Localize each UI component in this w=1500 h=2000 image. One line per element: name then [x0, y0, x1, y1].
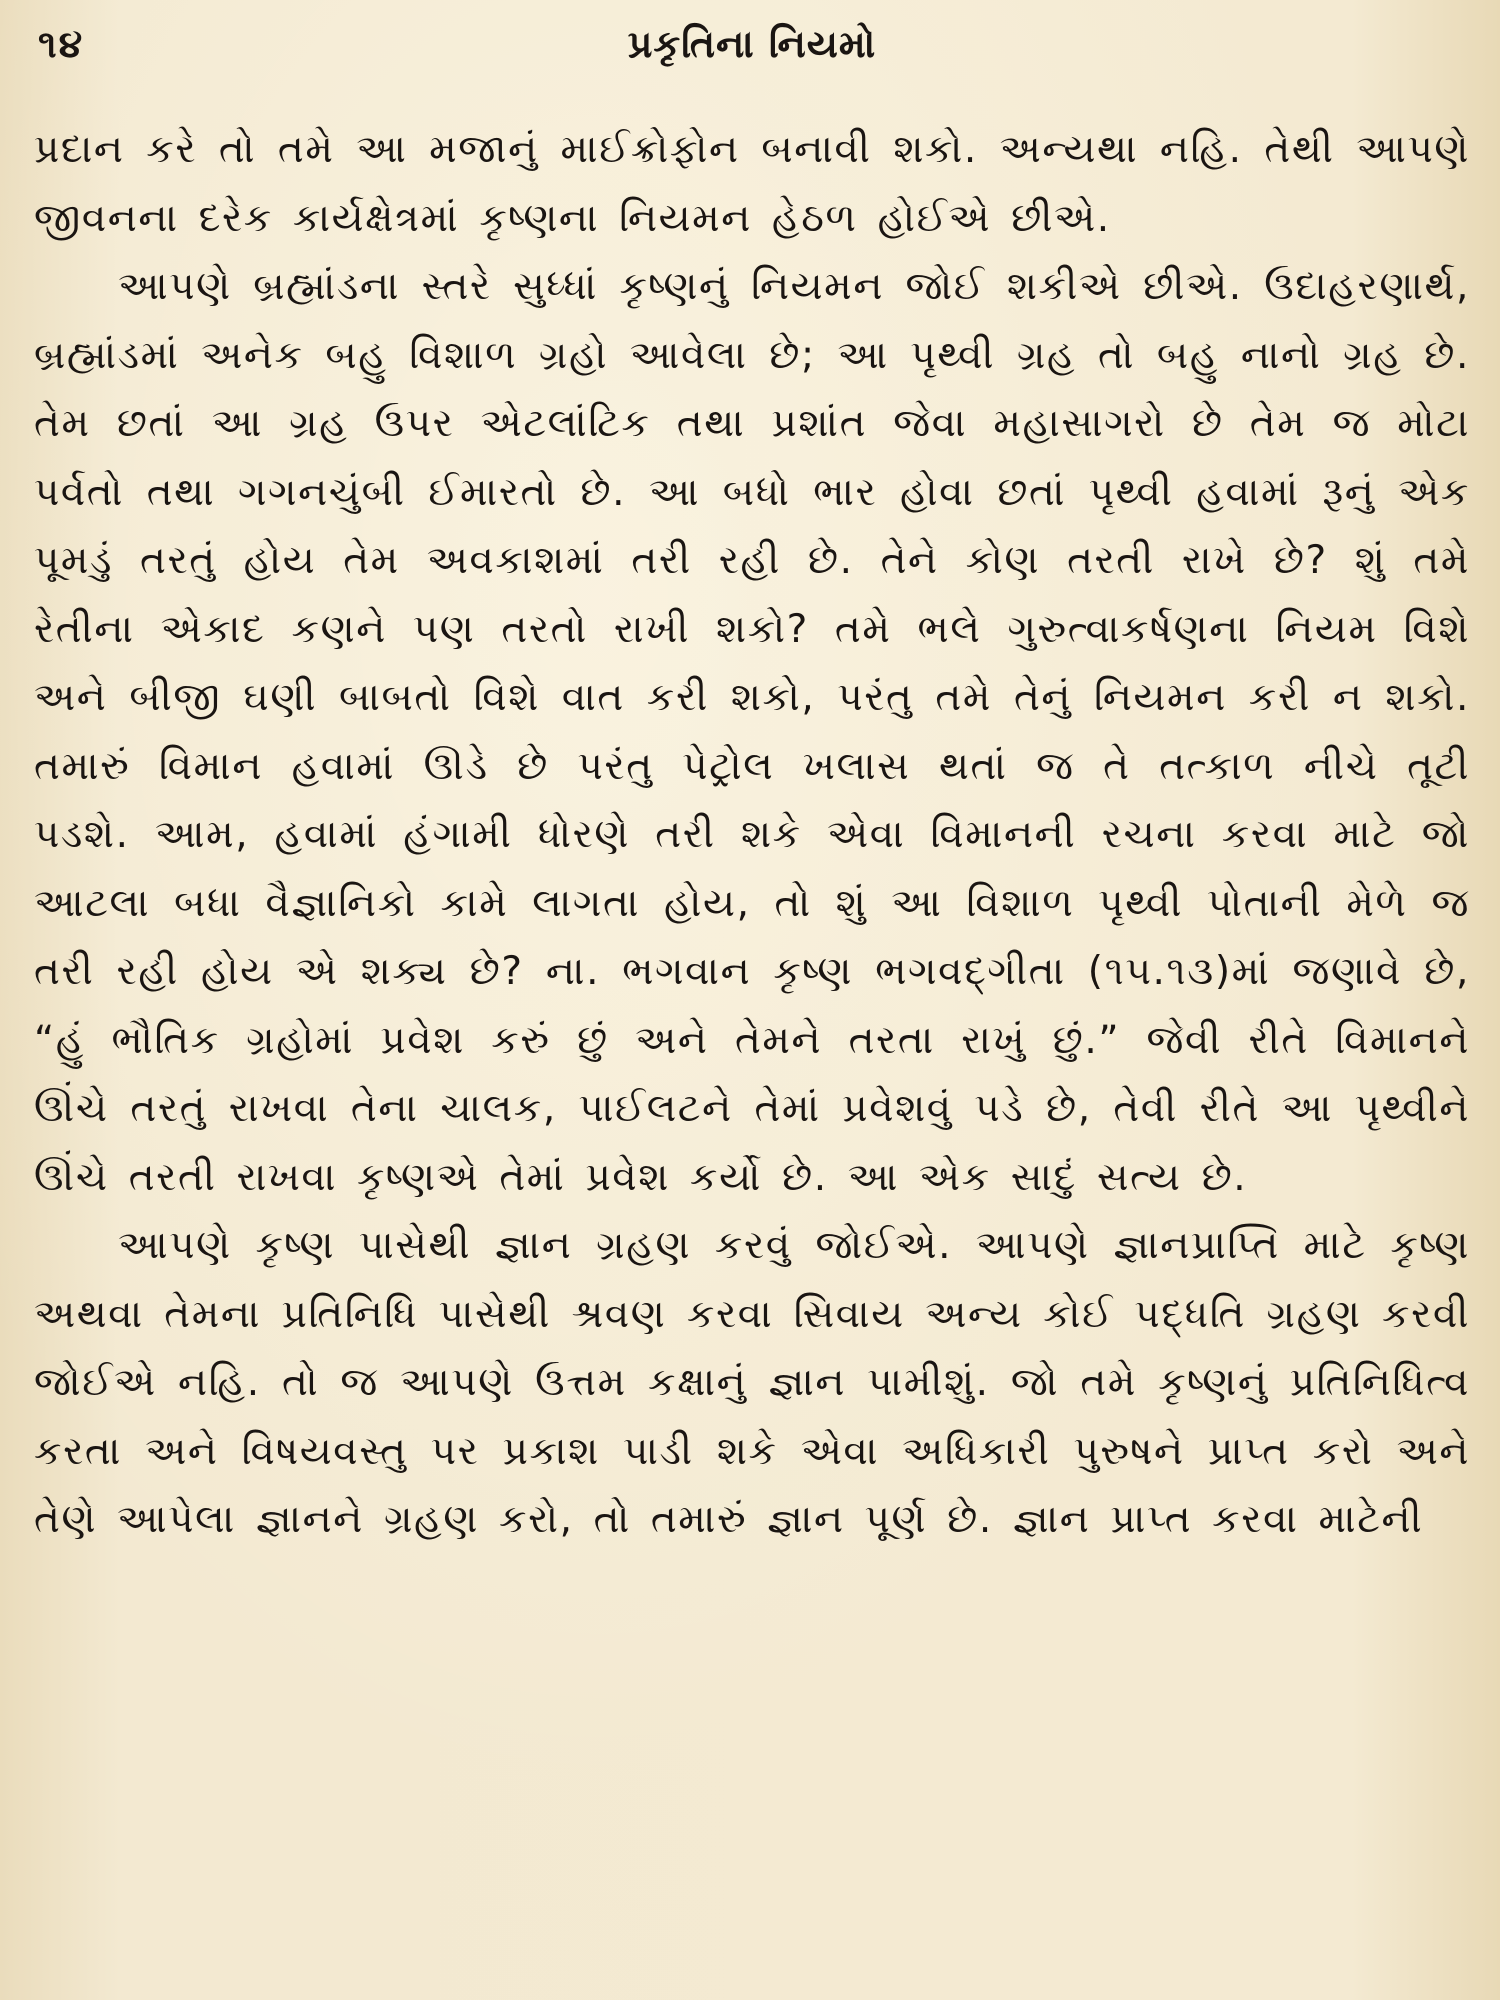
running-title: પ્રકૃતિના નિયમો [627, 22, 877, 66]
page-header [34, 16, 1470, 78]
page-number: ૧૪ [38, 22, 85, 66]
paragraph-earth-floating: આપણે બ્રહ્માંડના સ્તરે સુધ્ધાં કૃષ્ણનું નિયમન જોઈ શકીએ છીએ. ઉદાહરણાર્થ, બ્રહ્માંડમાં અનેક બહુ વિશાળ ગ્રહો આવેલા છે; આ પૃથ્વી ગ્રહ તો બહુ નાનો ગ્રહ છે. તેમ છતાં આ ગ્રહ ઉપર એટલાંટિક તથા પ્રશાંત જેવા મહાસાગરો છે તેમ જ મોટા પર્વતો તથા ગગનચુંબી ઈમારતો છે. આ બધો ભાર હોવા છતાં પૃથ્વી હવામાં રૂનું એક પૂમડું તરતું હોય તેમ અવકાશમાં તરી રહી છે. તેને કોણ તરતી રાખે છે? શું તમે રેતીના એકાદ કણને પણ તરતો રાખી શકો? તમે ભલે ગુરુત્વાકર્ષણના નિયમ વિશે અને બીજી ઘણી બાબતો વિશે વાત કરી શકો, પરંતુ તમે તેનું નિયમન કરી ન શકો. તમારું વિમાન હવામાં ઊડે છે પરંતુ પેટ્રોલ ખલાસ થતાં જ તે તત્કાળ નીચે તૂટી પડશે. આમ, હવામાં હંગામી ધોરણે તરી શકે એવા વિમાનની રચના કરવા માટે જો આટલા બધા વૈજ્ઞાનિકો કામે લાગતા હોય, તો શું આ વિશાળ પૃથ્વી પોતાની મેળે જ તરી રહી હોય એ શક્ય છે? ના. ભગવાન કૃષ્ણ ભગવદ્‌ગીતા (૧૫.૧૩)માં જણાવે છે, “હું ભૌતિક ગ્રહોમાં પ્રવેશ કરું છું અને તેમને તરતા રાખું છું.” જેવી રીતે વિમાનને ઊંચે તરતું રાખવા તેના ચાલક, પાઈલટને તેમાં પ્રવેશવું પડે છે, તેવી રીતે આ પૃથ્વીને ઊંચે તરતી રાખવા કૃષ્ણએ તેમાં પ્રવેશ કર્યો છે. આ એક સાદું સત્ય છે. [34, 264, 1470, 1200]
paragraph-continued: પ્રદાન કરે તો તમે આ મજાનું માઈક્રોફોન બનાવી શકો. અન્યથા નહિ. તેથી આપણે જીવનના દરેક કાર્યક્ષેત્રમાં કૃષ્ણના નિયમન હેઠળ હોઈએ છીએ. [34, 127, 1470, 241]
body-text [34, 116, 1470, 1555]
paragraph-knowledge: આપણે કૃષ્ણ પાસેથી જ્ઞાન ગ્રહણ કરવું જોઈએ. આપણે જ્ઞાનપ્રાપ્તિ માટે કૃષ્ણ અથવા તેમના પ્રતિનિધિ પાસેથી શ્રવણ કરવા સિવાય અન્ય કોઈ પદ્ધતિ ગ્રહણ કરવી જોઈએ નહિ. તો જ આપણે ઉત્તમ કક્ષાનું જ્ઞાન પામીશું. જો તમે કૃષ્ણનું પ્રતિનિધિત્વ કરતા અને વિષયવસ્તુ પર પ્રકાશ પાડી શકે એવા અધિકારી પુરુષને પ્રાપ્ત કરો અને તેણે આપેલા જ્ઞાનને ગ્રહણ કરો, તો તમારું જ્ઞાન પૂર્ણ છે. જ્ઞાન પ્રાપ્ત કરવા માટેની [34, 1223, 1470, 1542]
